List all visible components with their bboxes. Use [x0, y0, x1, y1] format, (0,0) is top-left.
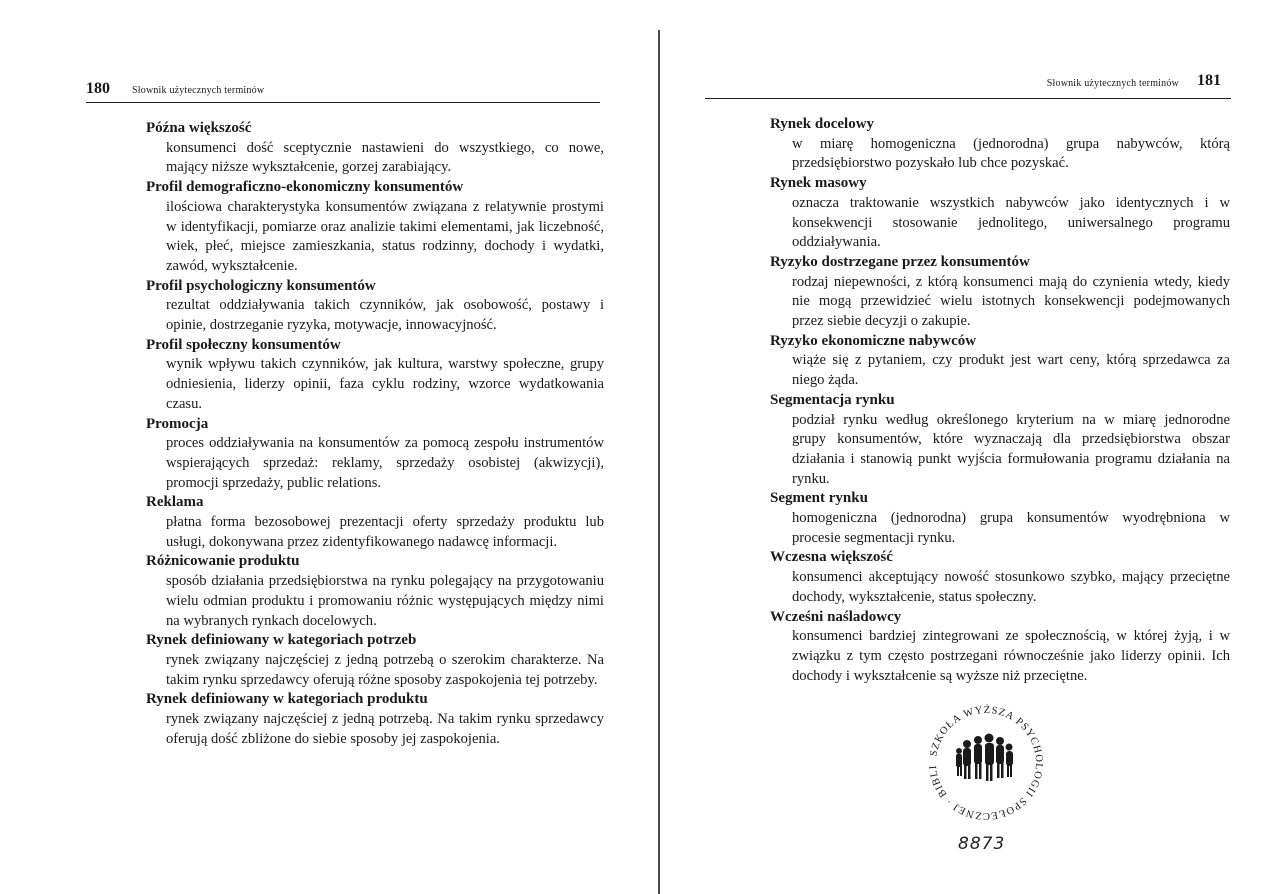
running-header: Słownik użytecznych terminów: [132, 85, 265, 96]
glossary-definition: rezultat oddziaływania takich czynników, jak osobowość, postawy i opinie, dostrzeganie ryzyka, motywacje, innowacyjność.: [166, 297, 604, 334]
glossary-entry: [146, 690, 604, 749]
glossary-entry: [770, 489, 1230, 548]
glossary-entry: [770, 332, 1230, 391]
people-crowd-icon: [956, 734, 1013, 782]
glossary-definition: proces oddziaływania na konsumentów za pomocą zespołu instrumentów wspierających sprzedaż: reklamy, sprzedaży osobistej (akwizycji), promocji sprzedaży, public relations.: [166, 435, 604, 491]
glossary-term: Profil demograficzno-ekonomiczny konsumentów: [146, 179, 464, 196]
glossary-entry: [146, 552, 604, 631]
glossary-term: Profil psychologiczny konsumentów: [146, 277, 376, 294]
glossary-entry: [770, 548, 1230, 607]
glossary-definition: wynik wpływu takich czynników, jak kultura, warstwy społeczne, grupy odniesienia, liderzy opinii, faza cyklu rodziny, wzorce wydatkowania czasu.: [166, 356, 604, 412]
glossary-list-left: [146, 119, 604, 750]
glossary-term: Rynek masowy: [770, 175, 867, 192]
glossary-term: Rynek docelowy: [770, 116, 875, 132]
glossary-definition: konsumenci bardziej zintegrowani ze społecznością, w której żyją, i w związku z tym często postrzegani równocześnie jako liderzy opinii. Ich dochody i wykształcenie są wyższe niż przeciętne.: [792, 628, 1230, 684]
glossary-term: Promocja: [146, 415, 209, 432]
glossary-definition: płatna forma bezosobowej prezentacji oferty sprzedaży produktu lub usługi, dokonywana przez zidentyfikowanego nadawcę informacji.: [166, 514, 604, 550]
library-stamp-graphic: [923, 700, 1049, 826]
glossary-term: Ryzyko dostrzegane przez konsumentów: [770, 253, 1030, 270]
glossary-term: Wczesna większość: [770, 549, 893, 566]
right-page-header: [705, 72, 1231, 99]
glossary-term: Późna większość: [146, 120, 252, 136]
glossary-definition: rynek związany najczęściej z jedną potrzebą o szerokim charakterze. Na takim rynku sprzedawcy oferują różne sposoby zaspokojenia tej potrzeby.: [166, 651, 604, 688]
glossary-entry: [770, 253, 1230, 332]
glossary-entry: [770, 391, 1230, 490]
glossary-definition: konsumenci dość sceptycznie nastawieni do wszystkiego, co nowe, mający niższe wykształcenie, gorzej zarabiający.: [166, 139, 604, 176]
left-page-header: [86, 78, 600, 103]
glossary-entry: [770, 115, 1230, 174]
glossary-term: Ryzyko ekonomiczne nabywców: [770, 332, 977, 349]
glossary-definition: ilościowa charakterystyka konsumentów związana z relatywnie prostymi w identyfikacji, pomiarze oraz analizie takimi elementami, jak liczebność, wiek, płeć, miejsce zamieszkania, status rodzinny, dochody i wydatki, zawód, wykształcenie.: [166, 198, 604, 274]
glossary-term: Segmentacja rynku: [770, 391, 895, 408]
glossary-entry: [146, 631, 604, 690]
glossary-definition: rynek związany najczęściej z jedną potrzebą. Na takim rynku sprzedawcy oferują dość zbliżone do siebie sposoby jej zaspokojenia.: [166, 711, 604, 747]
glossary-entry: [770, 608, 1230, 687]
glossary-term: Różnicowanie produktu: [146, 553, 300, 570]
glossary-entry: [146, 493, 604, 552]
glossary-term: Rynek definiowany w kategoriach produktu: [146, 691, 428, 708]
glossary-term: Wcześni naśladowcy: [770, 608, 902, 625]
glossary-definition: homogeniczna (jednorodna) grupa konsumentów wyodrębniona w procesie segmentacji rynku.: [792, 510, 1230, 546]
glossary-definition: w miarę homogeniczna (jednorodna) grupa nabywców, którą przedsiębiorstwo pozyskało lub chce pozyskać.: [792, 135, 1230, 172]
svg-text:SZKOŁA WYŻSZA PSYCHOLOGII SPOŁ: SZKOŁA WYŻSZA PSYCHOLOGII SPOŁECZNEJ · BIBLI: [927, 704, 1045, 822]
glossary-definition: podział rynku według określonego kryterium na w miarę jednorodne grupy konsumentów, które wyznaczają dla przedsiębiorstwa obszar działania i stanowią punkt wyjścia formułowania programu działania na rynku.: [792, 411, 1230, 487]
library-stamp: [923, 700, 1049, 826]
glossary-entry: [146, 415, 604, 494]
handwritten-number: 8873: [958, 834, 1006, 854]
left-page: [0, 0, 630, 894]
glossary-definition: wiąże się z pytaniem, czy produkt jest wart ceny, którą sprzedawca za niego żąda.: [792, 352, 1230, 389]
glossary-entry: [146, 119, 604, 178]
glossary-definition: sposób działania przedsiębiorstwa na rynku polegający na przygotowaniu wielu odmian produktu i promowaniu różnic występujących między nimi na wybranych rynkach docelowych.: [166, 573, 604, 629]
running-header: Słownik użytecznych terminów: [1046, 78, 1179, 89]
glossary-list-right: [770, 115, 1230, 686]
glossary-term: Segment rynku: [770, 490, 868, 507]
right-page: [640, 0, 1262, 894]
glossary-term: Rynek definiowany w kategoriach potrzeb: [146, 632, 417, 649]
glossary-entry: [146, 277, 604, 336]
page-number: 181: [1197, 72, 1221, 89]
glossary-entry: [146, 336, 604, 415]
glossary-term: Reklama: [146, 494, 204, 511]
page-number: 180: [86, 80, 110, 97]
glossary-term: Profil społeczny konsumentów: [146, 336, 341, 353]
glossary-entry: [770, 174, 1230, 253]
glossary-entry: [146, 178, 604, 277]
glossary-definition: konsumenci akceptujący nowość stosunkowo szybko, mający przeciętne dochody, wykształcenie, status społeczny.: [792, 569, 1230, 605]
glossary-definition: rodzaj niepewności, z którą konsumenci mają do czynienia wtedy, kiedy nie mogą przewidzieć wielu istotnych konsekwencji podejmowanych przez siebie decyzji o zakupie.: [792, 273, 1230, 330]
glossary-definition: oznacza traktowanie wszystkich nabywców jako identycznych i w konsekwencji stosowanie jednolitego, uniwersalnego programu oddziaływania.: [792, 194, 1230, 251]
